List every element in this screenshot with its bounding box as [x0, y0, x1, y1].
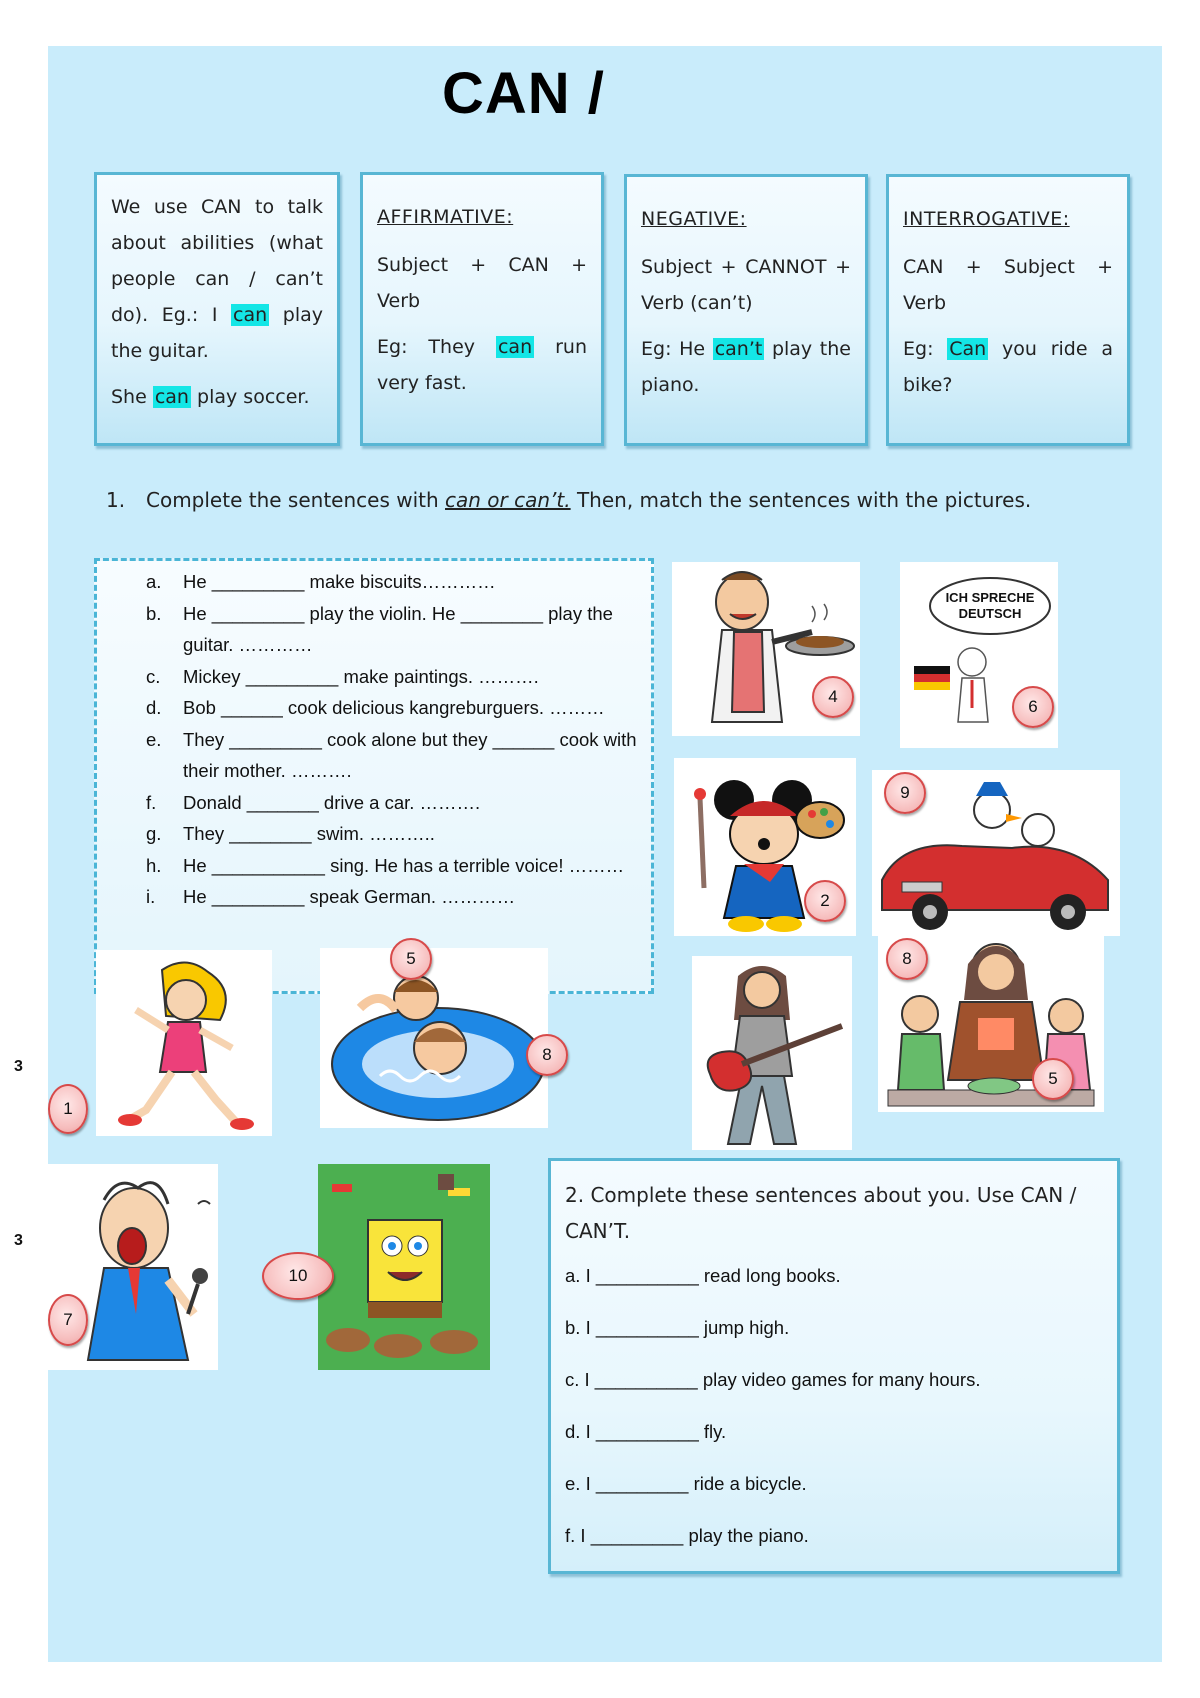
list-item: a. I __________ read long books. [565, 1265, 841, 1286]
list-item: g. They ________ swim. ……….. [146, 823, 435, 844]
affirmative-heading: AFFIRMATIVE: [377, 206, 514, 228]
page-title: CAN / [442, 61, 605, 126]
german-badge: 6 [1012, 686, 1054, 728]
list-item: a. He _________ make biscuits………… [146, 571, 496, 592]
affirmative-rule: Subject + CAN + Verb [377, 254, 587, 312]
list-item: c. Mickey _________ make paintings. ………. [146, 665, 539, 687]
usage-line-2: She can play soccer. [111, 386, 310, 408]
mickey-badge: 2 [804, 880, 846, 922]
donald-car-badge: 9 [884, 772, 926, 814]
swim-right-badge: 8 [526, 1034, 568, 1076]
speech-bubble-line-1: ICH SPRECHE [945, 590, 1035, 605]
runner-badge: 1 [48, 1084, 88, 1134]
family-top-badge: 8 [886, 938, 928, 980]
affirmative-box [360, 172, 604, 446]
list-item: f. Donald _______ drive a car. ………. [146, 791, 481, 813]
negative-rule: Subject + CANNOT + Verb (can’t) [641, 256, 851, 314]
list-item: i. He _________ speak German. ………… [146, 886, 516, 907]
spongebob-picture [318, 1164, 490, 1370]
exercise-2-list [565, 1265, 1105, 1577]
interrogative-heading: INTERROGATIVE: [903, 208, 1070, 230]
list-item: e. They _________ cook alone but they ______ cook with their mother. ………. [146, 728, 637, 781]
usage-line-1: We use CAN to talk about abilities (what people can / can’t do). Eg.: I can play the guitar. [111, 196, 323, 362]
list-item: e. I _________ ride a bicycle. [565, 1473, 807, 1494]
interrogative-example: Eg: Can you ride a bike? [903, 338, 1113, 396]
swimmers-picture [320, 948, 548, 1128]
list-item: b. He _________ play the violin. He ________ play the guitar. ………… [146, 602, 613, 655]
list-item: d. Bob ______ cook delicious kangreburguers. ……… [146, 697, 605, 718]
negative-heading: NEGATIVE: [641, 208, 747, 230]
interrogative-box [886, 174, 1130, 446]
swim-top-badge: 5 [390, 938, 432, 980]
speech-bubble-line-2: DEUTSCH [958, 606, 1022, 621]
list-item: f. I _________ play the piano. [565, 1525, 809, 1546]
stray-mark-1: 3 [14, 1058, 23, 1075]
cook-badge: 4 [812, 676, 854, 718]
exercise-1-instruction: 1. Complete the sentences with can or can’t. Then, match the sentences with the pictures. [106, 488, 1032, 512]
singer-badge: 7 [48, 1294, 88, 1346]
list-item: h. He ___________ sing. He has a terrible voice! ……… [146, 854, 625, 876]
negative-box [624, 174, 868, 446]
affirmative-example: Eg: They can run very fast. [377, 336, 587, 394]
family-bottom-badge: 5 [1032, 1058, 1074, 1100]
guitarist-picture [692, 956, 852, 1150]
list-item: c. I __________ play video games for many hours. [565, 1369, 981, 1390]
exercise-1-list [146, 566, 646, 913]
runner-picture [96, 950, 272, 1136]
usage-box [94, 172, 340, 446]
interrogative-rule: CAN + Subject + Verb [903, 256, 1113, 314]
spongebob-badge: 10 [262, 1252, 334, 1300]
exercise-2-box [548, 1158, 1120, 1574]
negative-example: Eg: He can’t play the piano. [641, 338, 851, 396]
list-item: b. I __________ jump high. [565, 1317, 790, 1338]
exercise-2-instruction: 2. Complete these sentences about you. Use CAN / CAN’T. [565, 1183, 1077, 1243]
stray-mark-2: 3 [14, 1232, 23, 1249]
list-item: d. I __________ fly. [565, 1421, 727, 1442]
